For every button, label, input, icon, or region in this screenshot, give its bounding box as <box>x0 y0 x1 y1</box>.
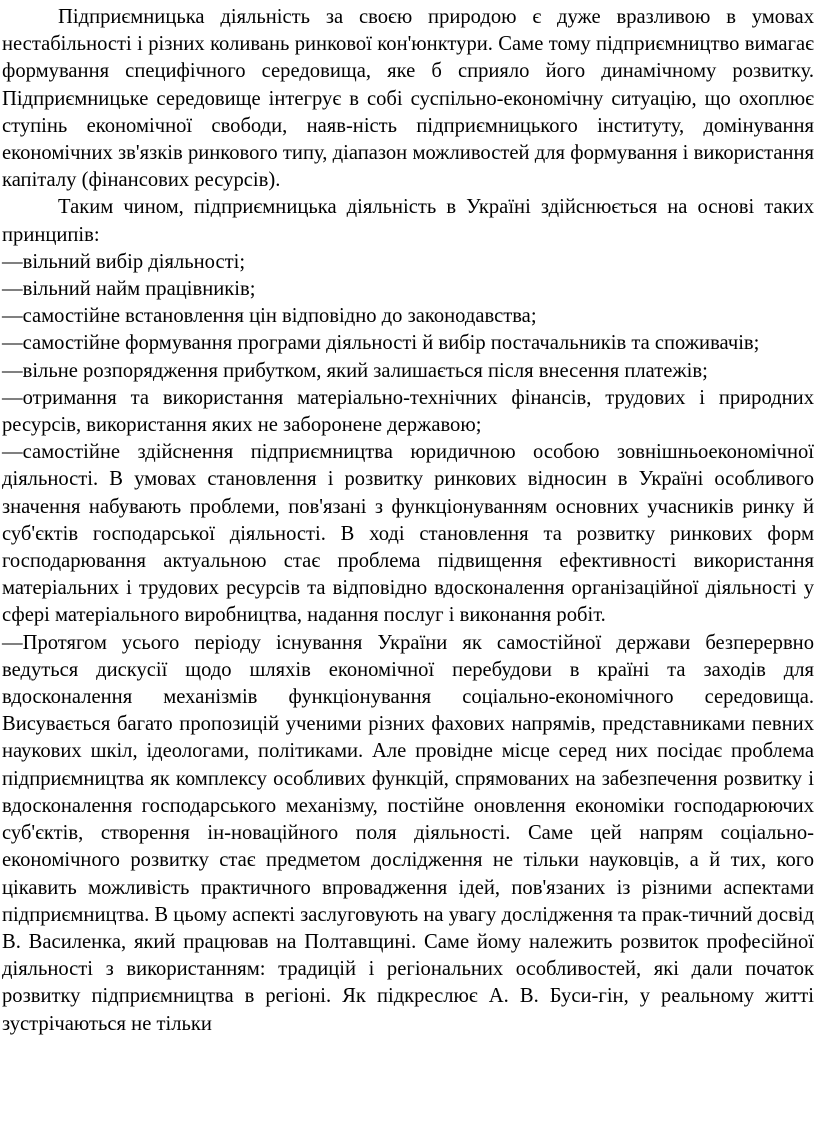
list-item: —вільний вибір діяльності; <box>2 250 246 273</box>
paragraph-environment: Підприємницька діяльність за своєю природою є дуже вразливою в умовах нестабільності і різних коливань ринкової кон'юнктури. Саме тому підприємництво вимагає формування специфічного середовища, яке б сприяло його динамічному розвитку. Підприємницьке середовище інтегрує в собі суспільно-економічну ситуацію, що охоплює ступінь економічної свободи, наяв-ність підприємницького інституту, домінування економічних зв'язків ринкового типу, діапазон можливостей для формування і використання капіталу (фінансових ресурсів). <box>2 6 814 192</box>
list-item: —самостійне здійснення підприємництва юридичною особою зовнішньоекономічної діяльності. В умовах становлення і розвитку ринкових відносин в Україні особливого значення набувають проблеми, пов'язані з функціонуванням основних учасників ринку й суб'єктів господарської діяльності. В ході становлення та розвитку ринкових форм господарювання актуальною стає проблема підвищення ефективності використання матеріальних і трудових ресурсів та відповідно вдосконалення організаційної діяльності у сфері матеріального виробництва, надання послуг і виконання робіт. <box>2 441 814 627</box>
principles-list <box>2 249 814 1038</box>
list-item: —самостійне формування програми діяльності й вибір постачальників та споживачів; <box>2 332 760 355</box>
list-item: —отримання та використання матеріально-технічних фінансів, трудових і природних ресурсів, використання яких не заборонене державою; <box>2 386 814 437</box>
paragraph-principles-intro: Таким чином, підприємницька діяльність в Україні здійснюється на основі таких принципів: <box>2 196 814 246</box>
list-item: —вільний найм працівників; <box>2 278 256 301</box>
list-item: —вільне розпорядження прибутком, який залишається після внесення платежів; <box>2 359 708 382</box>
list-item: —самостійне встановлення цін відповідно до законодавства; <box>2 305 537 328</box>
list-item: —Протягом усього періоду існування України як самостійної держави безперервно ведуться дискусії щодо шляхів економічної перебудови в країні та заходів для вдосконалення механізмів функціонування соціально-економічного середовища. Висувається багато пропозицій ученими різних фахових напрямів, представниками певних наукових шкіл, ідеологами, політиками. Але провідне місце серед них посідає проблема підприємництва як комплексу особливих функцій, спрямованих на забезпечення розвитку і вдосконалення господарського механізму, постійне оновлення економіки господарюючих суб'єктів, створення ін-новаційного поля діяльності. Саме цей напрям соціально-економічного розвитку стає предметом дослідження не тільки науковців, а й тих, кого цікавить можливість практичного впровадження ідей, пов'язаних із різними аспектами підприємництва. В цьому аспекті заслуговують на увагу дослідження та прак-тичний досвід В. Василенка, який працював на Полтавщині. Саме йому належить розвиток професійної діяльності з використанням: традицій і регіональних особливостей, які дали початок розвитку підприємництва в регіоні. Як підкреслює А. В. Буси-гін, у реальному житті зустрічаються не тільки <box>2 631 814 1035</box>
